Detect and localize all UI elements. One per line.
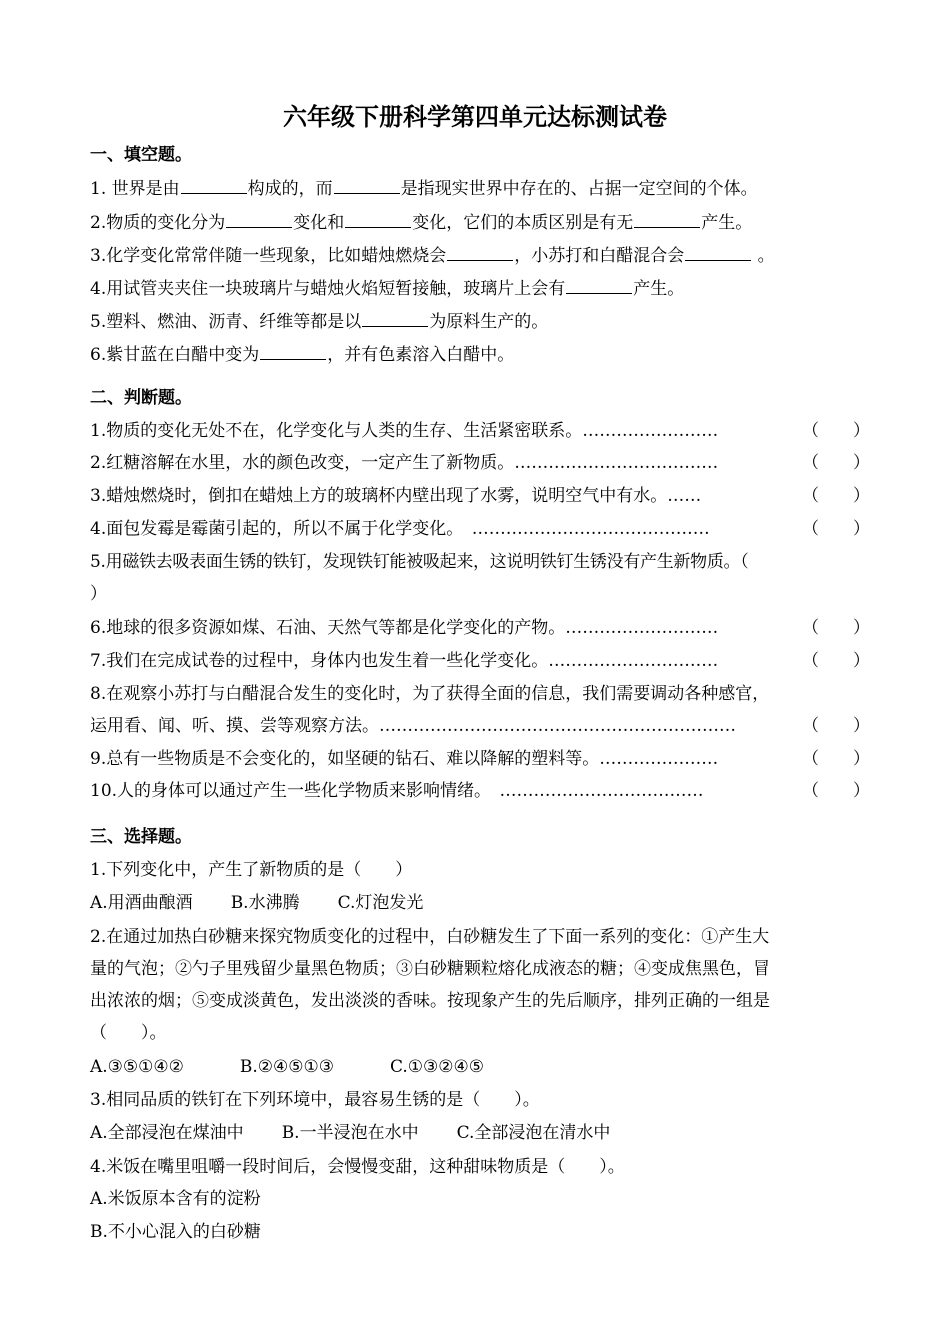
- fill-question-1: [90, 175, 870, 201]
- answer-paren[interactable]: （ ）: [802, 421, 870, 441]
- tf-question-7: [90, 649, 870, 673]
- question-text: 产生。: [633, 279, 685, 299]
- option-a[interactable]: A.③⑤①④②: [90, 1057, 184, 1077]
- mc-question-2-line4: （ ）。: [90, 1023, 167, 1043]
- question-text: 3.蜡烛燃烧时，倒扣在蜡烛上方的玻璃杯内壁出现了水雾，说明空气中有水。……: [90, 486, 702, 506]
- fill-question-4: [90, 275, 870, 301]
- answer-paren[interactable]: （ ）: [802, 519, 870, 539]
- question-text: 6.地球的很多资源如煤、石油、天然气等都是化学变化的产物。………………………: [90, 618, 719, 638]
- answer-blank[interactable]: [566, 275, 632, 294]
- answer-blank[interactable]: [362, 308, 428, 327]
- question-text: 7.我们在完成试卷的过程中，身体内也发生着一些化学变化。…………………………: [90, 651, 719, 671]
- answer-blank[interactable]: [685, 242, 751, 261]
- tf-question-8: 8.在观察小苏打与白醋混合发生的变化时，为了获得全面的信息，我们需要调动各种感官，: [90, 684, 770, 704]
- answer-paren[interactable]: （ ）: [802, 486, 870, 506]
- mc-question-2-line3: 出浓浓的烟；⑤变成淡黄色，发出淡淡的香味。按现象产生的先后顺序，排列正确的一组是: [90, 991, 770, 1011]
- option-c[interactable]: C.全部浸泡在清水中: [456, 1123, 611, 1143]
- question-text: 为原料生产的。: [429, 312, 549, 332]
- answer-blank[interactable]: [181, 175, 247, 194]
- answer-paren[interactable]: （ ）: [802, 651, 870, 671]
- mc-question-1-options: [90, 891, 870, 915]
- tf-question-5: 5.用磁铁去吸表面生锈的铁钉，发现铁钉能被吸起来，这说明铁钉生锈没有产生新物质。（: [90, 552, 749, 572]
- mc-question-3-options: [90, 1121, 870, 1145]
- question-text: 。: [752, 246, 775, 266]
- question-text: ，并有色素溶入白醋中。: [327, 345, 515, 365]
- tf-question-8-cont: [90, 714, 870, 738]
- section-heading-fill-blank: 一、填空题。: [90, 145, 192, 165]
- question-text: ，小苏打和白醋混合会: [514, 246, 685, 266]
- answer-blank[interactable]: [260, 341, 326, 360]
- option-b[interactable]: B.一半浸泡在水中: [281, 1123, 419, 1143]
- question-text: 6.紫甘蓝在白醋中变为: [90, 345, 260, 365]
- tf-question-2: [90, 451, 870, 475]
- mc-question-1: 1.下列变化中，产生了新物质的是（ ）: [90, 860, 413, 880]
- option-a[interactable]: A.米饭原本含有的淀粉: [90, 1189, 261, 1209]
- question-text: 2.红糖溶解在水里，水的颜色改变，一定产生了新物质。………………………………: [90, 453, 719, 473]
- question-text: 变化，它们的本质区别是有无: [412, 213, 634, 233]
- option-b[interactable]: B.②④⑤①③: [239, 1057, 334, 1077]
- question-text: 4.用试管夹夹住一块玻璃片与蜡烛火焰短暂接触，玻璃片上会有: [90, 279, 566, 299]
- tf-question-4: [90, 517, 870, 541]
- fill-question-5: [90, 308, 870, 334]
- question-text: 9.总有一些物质是不会变化的，如坚硬的钻石、难以降解的塑料等。…………………: [90, 749, 719, 769]
- answer-paren[interactable]: （ ）: [802, 453, 870, 473]
- tf-question-6: [90, 616, 870, 640]
- tf-question-10: [90, 779, 870, 803]
- question-text: 变化和: [293, 213, 345, 233]
- question-text: 3.化学变化常常伴随一些现象，比如蜡烛燃烧会: [90, 246, 447, 266]
- question-text: 2.物质的变化分为: [90, 213, 226, 233]
- page-title: 六年级下册科学第四单元达标测试卷: [283, 102, 667, 131]
- option-a[interactable]: A.用酒曲酿酒: [90, 893, 193, 913]
- question-text: 产生。: [701, 213, 753, 233]
- tf-question-9: [90, 747, 870, 771]
- question-text: 5.塑料、燃油、沥青、纤维等都是以: [90, 312, 362, 332]
- option-c[interactable]: C.①③②④⑤: [390, 1057, 485, 1077]
- question-text: 是指现实世界中存在的、占据一定空间的个体。: [400, 179, 758, 199]
- answer-paren[interactable]: （ ）: [802, 781, 870, 801]
- fill-question-3: [90, 242, 870, 268]
- section-heading-true-false: 二、判断题。: [90, 388, 192, 408]
- question-text: 1. 世界是由: [90, 179, 180, 199]
- answer-blank[interactable]: [226, 209, 292, 228]
- mc-question-2-options: [90, 1055, 870, 1079]
- answer-blank[interactable]: [447, 242, 513, 261]
- question-text: 运用看、闻、听、摸、尝等观察方法。………………………………………………………: [90, 716, 736, 736]
- question-text: 10.人的身体可以通过产生一些化学物质来影响情绪。 ………………………………: [90, 781, 704, 801]
- tf-question-1: [90, 419, 870, 443]
- mc-question-3: 3.相同品质的铁钉在下列环境中，最容易生锈的是（ ）。: [90, 1090, 540, 1110]
- section-heading-multiple-choice: 三、选择题。: [90, 827, 192, 847]
- answer-paren[interactable]: （ ）: [802, 749, 870, 769]
- option-b[interactable]: B.水沸腾: [230, 893, 300, 913]
- fill-question-6: [90, 341, 870, 367]
- mc-question-2: 2.在通过加热白砂糖来探究物质变化的过程中，白砂糖发生了下面一系列的变化：①产生大: [90, 927, 770, 947]
- question-text: 4.面包发霉是霉菌引起的，所以不属于化学变化。 ……………………………………: [90, 519, 710, 539]
- tf-question-3: [90, 484, 870, 508]
- question-text: 1.物质的变化无处不在，化学变化与人类的生存、生活紧密联系。……………………: [90, 421, 719, 441]
- mc-question-2-line2: 量的气泡；②勺子里残留少量黑色物质；③白砂糖颗粒熔化成液态的糖；④变成焦黑色，冒: [90, 959, 770, 979]
- option-b[interactable]: B.不小心混入的白砂糖: [90, 1222, 261, 1242]
- mc-question-4: 4.米饭在嘴里咀嚼一段时间后，会慢慢变甜，这种甜味物质是（ ）。: [90, 1157, 625, 1177]
- option-c[interactable]: C.灯泡发光: [337, 893, 424, 913]
- answer-blank[interactable]: [634, 209, 700, 228]
- answer-blank[interactable]: [345, 209, 411, 228]
- tf-question-5-close[interactable]: ）: [90, 584, 107, 604]
- option-a[interactable]: A.全部浸泡在煤油中: [90, 1123, 244, 1143]
- answer-blank[interactable]: [334, 175, 400, 194]
- answer-paren[interactable]: （ ）: [802, 618, 870, 638]
- fill-question-2: [90, 209, 870, 235]
- answer-paren[interactable]: （ ）: [802, 716, 870, 736]
- question-text: 构成的，而: [247, 179, 333, 199]
